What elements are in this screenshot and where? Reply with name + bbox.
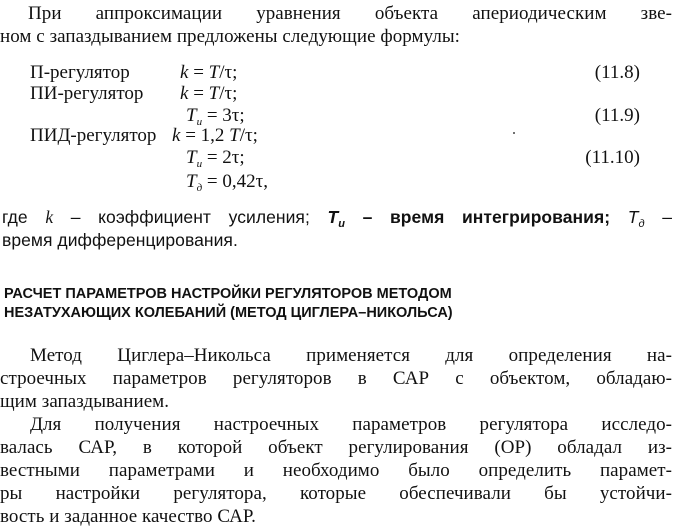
paragraph1-line-3: щим запаздыванием. [0, 391, 170, 412]
definitions-line-2: время дифференцирования. [2, 230, 238, 250]
formula-row [0, 82, 680, 106]
formula-number: (11.9) [594, 105, 640, 126]
formula-expression: $T_и = 2\tau$; [186, 147, 245, 170]
paragraph2-line-4: ры настройки регулятора, которые обеспечивали бы устойчи- [0, 483, 672, 504]
paragraph2-line-2: валась САР, в которой объект регулирования (ОР) обладал из- [0, 437, 672, 458]
formula-number: (11.8) [594, 62, 640, 83]
formula-label: ПИ-регулятор [30, 83, 144, 104]
paragraph2-line-5: вость и заданное качество САР. [0, 506, 256, 527]
formula-row [0, 170, 680, 194]
intro-line-2: ном с запаздыванием предложены следующие формулы: [0, 26, 460, 47]
print-speck [513, 132, 515, 134]
paragraph1-line-1: Метод Циглера–Никольса применяется для определения на- [30, 345, 672, 366]
formula-row [0, 124, 680, 148]
formula-label: П-регулятор [30, 62, 130, 83]
formula-expression: k = T/τ; [180, 62, 238, 83]
paragraph1-line-2: строечных параметров регуляторов в САР с объектом, обладаю- [0, 368, 672, 389]
formula-expression: $T_и = 3\tau$; [186, 105, 245, 128]
formula-row [0, 146, 680, 170]
paragraph2-line-3: вестными параметрами и необходимо было определить парамет- [0, 460, 672, 481]
paragraph2-line-1: Для получения настроечных параметров регулятора исследо- [30, 414, 672, 435]
formula-expression: k = 1,2 T/τ; [172, 125, 258, 146]
formula-number: (11.10) [585, 147, 640, 168]
intro-line-1: При аппроксимации уравнения объекта апериодическим зве- [28, 3, 672, 24]
section-heading-line-2: НЕЗАТУХАЮЩИХ КОЛЕБАНИЙ (МЕТОД ЦИГЛЕРА–НИКОЛЬСА) [4, 305, 453, 321]
definitions-line-1: где k – коэффициент усиления; $T_и$ – время интегрирования; $T_д$ – [2, 207, 673, 230]
section-heading-line-1: РАСЧЕТ ПАРАМЕТРОВ НАСТРОЙКИ РЕГУЛЯТОРОВ МЕТОДОМ [4, 286, 452, 302]
formula-label: ПИД-регулятор [30, 125, 157, 146]
formula-expression: k = T/τ; [180, 83, 238, 104]
formula-expression: $T_д = 0,42\tau$, [186, 171, 269, 194]
